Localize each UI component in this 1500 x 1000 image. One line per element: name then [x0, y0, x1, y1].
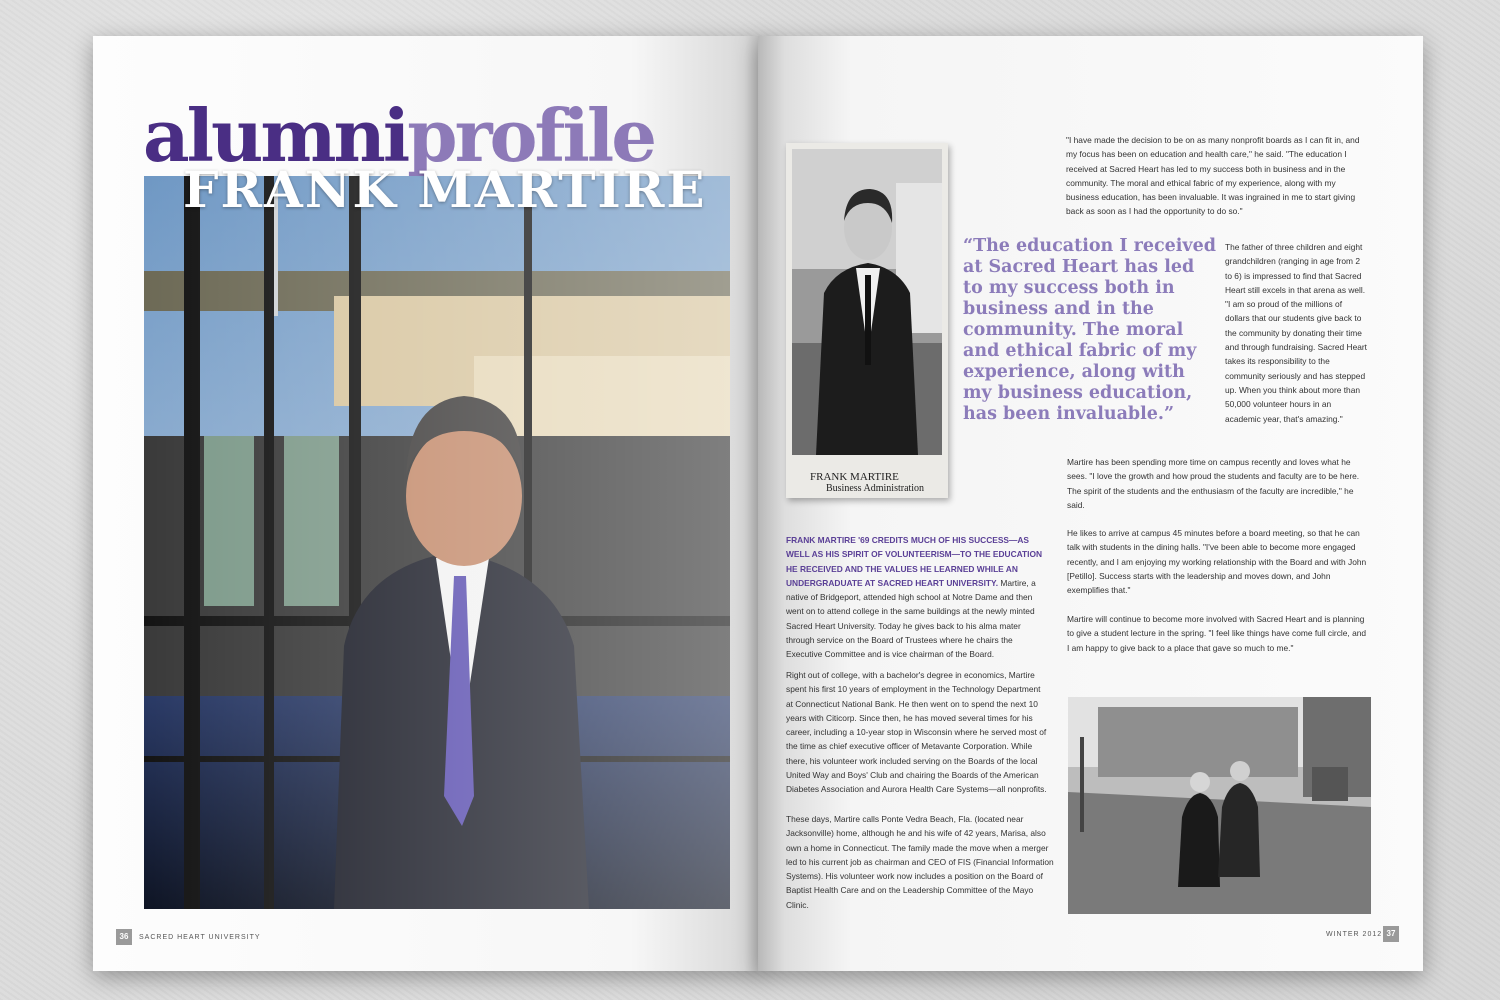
intro-paragraph — [786, 533, 1048, 662]
profile-name-title: FRANK MARTIRE — [183, 160, 707, 219]
kicker-part1: alumni — [143, 93, 408, 178]
family-paragraph: The father of three children and eight grandchildren (ranging in age from 2 to 6) is impressed to find that Sacred Heart still excels in that arena as well. "I am so proud of the millions of dollars that our students give back to the community by donating their time and through fundraising. Sacred Heart takes its responsibility to the community seriously and has stepped up. When you think about more than 50,000 volunteer hours in an academic year, that's amazing." — [1225, 242, 1367, 424]
continue-paragraph: Martire will continue to become more involved with Sacred Heart and is planning to give a student lecture in the spring. "I feel like things have come full circle, and I am happy to give back to a place that gave so much to me." — [1067, 614, 1367, 653]
campus-walk-photo — [1068, 697, 1371, 914]
home-paragraph: These days, Martire calls Ponte Vedra Beach, Fla. (located near Jacksonville) home, although he and his wife of 42 years, Marisa, also own a home in Connecticut. The family made the move when a merger led to his current job as chairman and CEO of FIS (Financial Information Systems). His volunteer work now includes a position on the Board of Baptist Health Care and on the Leadership Committee of the Mayo Clinic. — [786, 814, 1054, 910]
left-folio-number: 36 — [116, 929, 132, 945]
right-folio-number: 37 — [1383, 926, 1399, 942]
intro-body: Martire, a native of Bridgeport, attended high school at Notre Dame and then went on to attend college in the same buildings at the newly minted Sacred Heart University. Today he gives back to his alma mater through service on the Board of Trustees where he chairs the Executive Committee and is vice chairman of the Board. — [786, 577, 1036, 660]
kicker-part2: profile — [407, 93, 655, 178]
yearbook-photo — [786, 143, 948, 498]
pull-quote: “The education I received at Sacred Heart has led to my success both in business and in the community. The moral and ethical fabric of my experience, along with my business education, has been invaluable.” — [963, 236, 1216, 424]
yearbook-name: FRANK MARTIRE — [810, 471, 899, 483]
hero-photo — [144, 176, 730, 909]
right-folio-text: WINTER 2012 — [1326, 931, 1383, 938]
left-folio-text: SACRED HEART UNIVERSITY — [139, 934, 261, 941]
nonprofit-quote-paragraph: "I have made the decision to be on as many nonprofit boards as I can fit in, and my focus has been on education and health care," he said. "The education I received at Sacred Heart has led to my success both in business and in the community. The moral and ethical fabric of my experience, along with my business education, has been invaluable. It was ingrained in me to start giving back as soon as I had the opportunity to do so." — [1066, 135, 1360, 217]
intro-lead: FRANK MARTIRE '69 CREDITS MUCH OF HIS SUCCESS—AS WELL AS HIS SPIRIT OF VOLUNTEERISM—TO THE EDUCATION HE RECEIVED AND THE VALUES HE LEARNED WHILE AN UNDERGRADUATE AT SACRED HEART UNIVERSITY. — [786, 535, 1043, 588]
campus-walk-illustration — [1068, 697, 1371, 914]
career-paragraph: Right out of college, with a bachelor's degree in economics, Martire spent his first 10 years of employment in the Technology Department at Connecticut National Bank. He then went on to spend the next 10 years with Citicorp. Since then, he has moved several times for his career, including a 10-year stop in Wisconsin where he served most of the time as chief executive officer of Metavante Corporation. While there, his volunteer work included serving on the Boards of the local United Way and Boys' Club and chairing the Boards of the American Diabetes Association and Aurora Health Care Systems—all nonprofits. — [786, 670, 1047, 795]
yearbook-department: Business Administration — [826, 483, 925, 494]
yearbook-photo-illustration — [786, 143, 948, 463]
campus-paragraph: Martire has been spending more time on campus recently and loves what he sees. "I love the growth and how proud the students and faculty are to be here. The spirit of the students and the enthusiasm of the faculty are incredible," he said. — [1067, 457, 1360, 510]
arrive-paragraph: He likes to arrive at campus 45 minutes before a board meeting, so that he can talk with students in the dining halls. "I've been able to become more engaged recently, and I am enjoying my working relationship with the Board and with John [Petillo]. Success starts with the leadership and moves down, and John exemplifies that." — [1067, 528, 1367, 596]
hero-photo-illustration — [144, 176, 730, 909]
